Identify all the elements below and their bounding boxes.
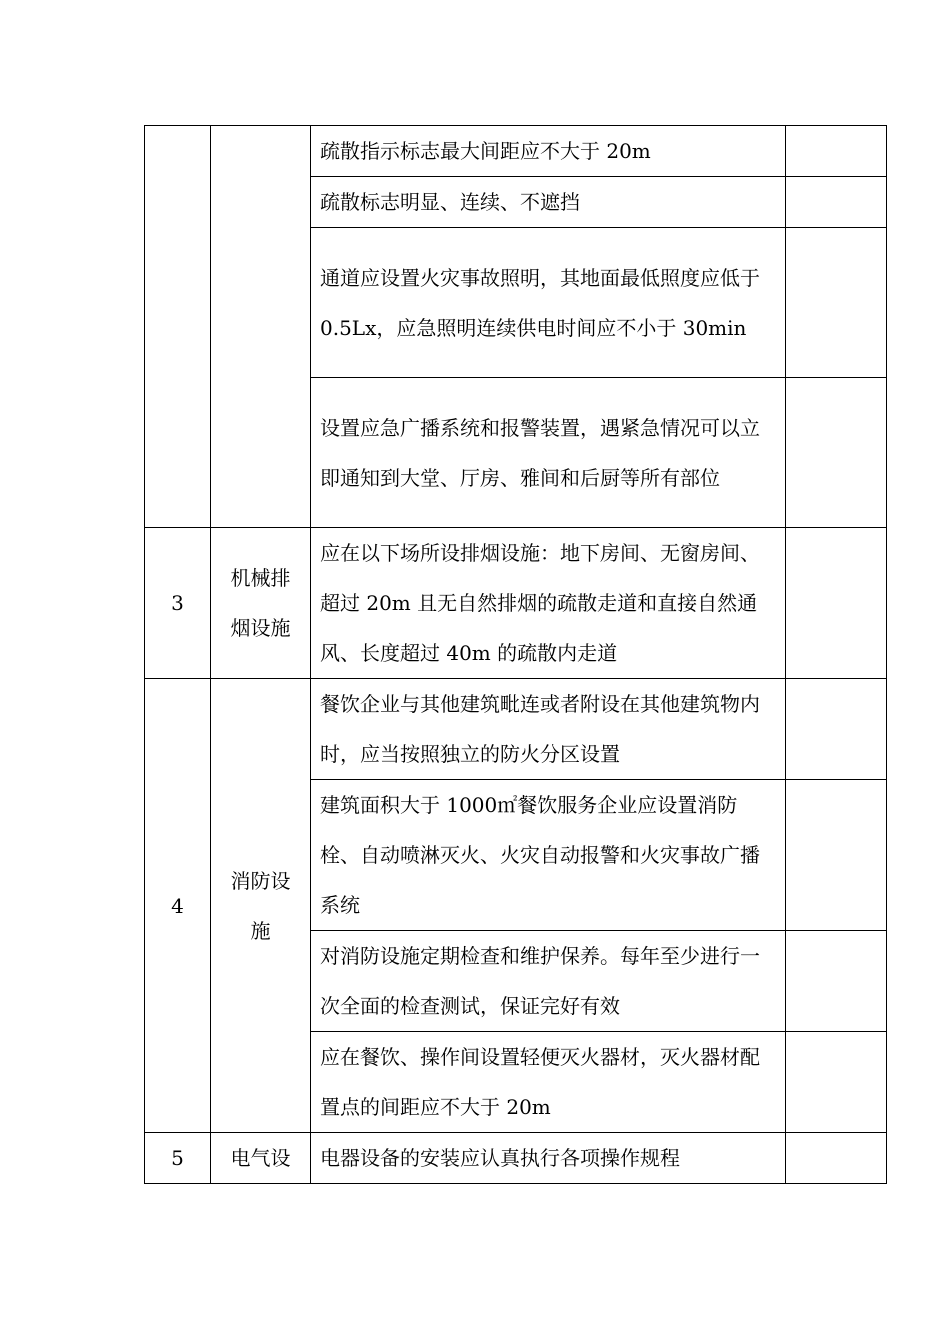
requirement-cell: 应在以下场所设排烟设施：地下房间、无窗房间、超过 20m 且无自然排烟的疏散走道和直接自然通风、长度超过 40m 的疏散内走道: [311, 528, 786, 679]
item-name-cell: 电气设: [211, 1133, 311, 1184]
row-number-cell: [145, 126, 211, 528]
requirement-cell: 设置应急广播系统和报警装置，遇紧急情况可以立即通知到大堂、厅房、雅间和后厨等所有部位: [311, 378, 786, 528]
table-row: [145, 679, 887, 780]
check-cell: [786, 528, 887, 679]
check-cell: [786, 780, 887, 931]
row-number-cell: 5: [145, 1133, 211, 1184]
requirement-cell: 应在餐饮、操作间设置轻便灭火器材，灭火器材配置点的间距应不大于 20m: [311, 1032, 786, 1133]
item-name-cell: 机械排烟设施: [211, 528, 311, 679]
requirement-cell: 通道应设置火灾事故照明，其地面最低照度应低于 0.5Lx，应急照明连续供电时间应不小于 30min: [311, 228, 786, 378]
inspection-table: [144, 125, 887, 1184]
table-row: [145, 126, 887, 177]
table-row: [145, 528, 887, 679]
check-cell: [786, 177, 887, 228]
check-cell: [786, 126, 887, 177]
item-name-cell: 消防设施: [211, 679, 311, 1133]
requirement-cell: 对消防设施定期检查和维护保养。每年至少进行一次全面的检查测试，保证完好有效: [311, 931, 786, 1032]
row-number-cell: 3: [145, 528, 211, 679]
row-number-cell: 4: [145, 679, 211, 1133]
check-cell: [786, 931, 887, 1032]
check-cell: [786, 1133, 887, 1184]
requirement-cell: 电器设备的安装应认真执行各项操作规程: [311, 1133, 786, 1184]
requirement-cell: 疏散指示标志最大间距应不大于 20m: [311, 126, 786, 177]
requirement-cell: 餐饮企业与其他建筑毗连或者附设在其他建筑物内时，应当按照独立的防火分区设置: [311, 679, 786, 780]
check-cell: [786, 1032, 887, 1133]
table-row: [145, 1133, 887, 1184]
requirement-cell: 建筑面积大于 1000㎡餐饮服务企业应设置消防栓、自动喷淋灭火、火灾自动报警和火灾事故广播系统: [311, 780, 786, 931]
requirement-cell: 疏散标志明显、连续、不遮挡: [311, 177, 786, 228]
check-cell: [786, 378, 887, 528]
item-name-cell: [211, 126, 311, 528]
check-cell: [786, 228, 887, 378]
check-cell: [786, 679, 887, 780]
